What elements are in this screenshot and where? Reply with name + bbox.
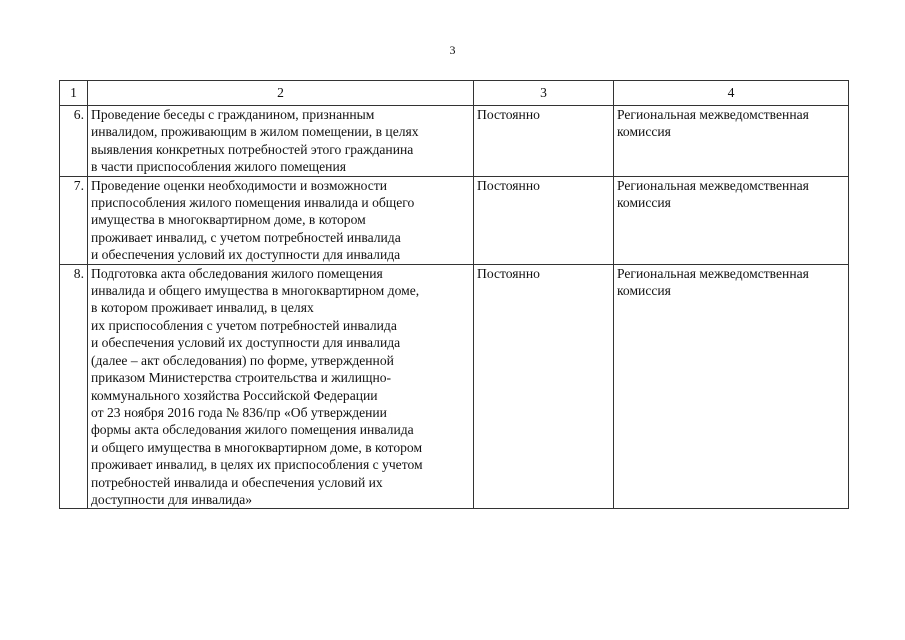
row-term: Постоянно xyxy=(474,264,614,509)
table-row xyxy=(60,106,849,177)
executor-line: комиссия xyxy=(617,283,671,299)
header-cell-executor: 4 xyxy=(614,81,849,106)
row-executor xyxy=(614,176,849,264)
action-line: и общего имущества в многоквартирном доме, в котором xyxy=(91,439,423,455)
row-number: 7. xyxy=(60,176,88,264)
action-line: от 23 ноября 2016 года № 836/пр «Об утверждении xyxy=(91,404,387,420)
row-number: 8. xyxy=(60,264,88,509)
action-line: в котором проживает инвалид, в целях xyxy=(91,300,314,316)
action-line: Проведение беседы с гражданином, признанным xyxy=(91,107,375,122)
executor-line: Региональная межведомственная xyxy=(617,177,809,193)
table-row xyxy=(60,264,849,509)
action-line: и обеспечения условий их доступности для инвалида xyxy=(91,335,401,351)
action-line: проживает инвалид, с учетом потребностей инвалида xyxy=(91,229,401,245)
action-line: их приспособления с учетом потребностей инвалида xyxy=(91,317,397,333)
action-line: и обеспечения условий их доступности для инвалида xyxy=(91,247,401,263)
row-action xyxy=(88,264,474,509)
action-line: Проведение оценки необходимости и возможности xyxy=(91,177,388,193)
page-number: 3 xyxy=(449,43,456,57)
header-cell-term: 3 xyxy=(474,81,614,106)
action-line: приспособления жилого помещения инвалида и общего xyxy=(91,195,415,211)
row-executor xyxy=(614,106,849,177)
action-line: выявления конкретных потребностей этого гражданина xyxy=(91,141,414,157)
action-line: коммунального хозяйства Российской Федерации xyxy=(91,387,378,403)
table-row xyxy=(60,176,849,264)
row-executor xyxy=(614,264,849,509)
action-line: имущества в многоквартирном доме, в котором xyxy=(91,212,366,228)
action-line: приказом Министерства строительства и жилищно- xyxy=(91,370,392,386)
action-line: формы акта обследования жилого помещения инвалида xyxy=(91,422,414,438)
action-line: (далее – акт обследования) по форме, утвержденной xyxy=(91,352,394,368)
row-action xyxy=(88,176,474,264)
header-cell-action: 2 xyxy=(88,81,474,106)
row-number: 6. xyxy=(60,106,88,177)
action-line: доступности для инвалида» xyxy=(91,491,253,507)
action-line: в части приспособления жилого помещения xyxy=(91,159,346,175)
executor-line: Региональная межведомственная xyxy=(617,265,809,281)
row-action xyxy=(88,106,474,177)
row-term: Постоянно xyxy=(474,176,614,264)
executor-line: комиссия xyxy=(617,124,671,140)
action-line: инвалидом, проживающим в жилом помещении, в целях xyxy=(91,124,419,140)
action-line: потребностей инвалида и обеспечения условий их xyxy=(91,474,383,490)
action-line: проживает инвалид, в целях их приспособления с учетом xyxy=(91,457,423,473)
executor-line: Региональная межведомственная xyxy=(617,107,809,122)
header-cell-number: 1 xyxy=(60,81,88,106)
action-line: инвалида и общего имущества в многоквартирном доме, xyxy=(91,283,420,299)
table-header-row xyxy=(60,81,849,106)
action-line: Подготовка акта обследования жилого помещения xyxy=(91,265,383,281)
measures-table xyxy=(59,80,849,509)
executor-line: комиссия xyxy=(617,195,671,211)
row-term: Постоянно xyxy=(474,106,614,177)
